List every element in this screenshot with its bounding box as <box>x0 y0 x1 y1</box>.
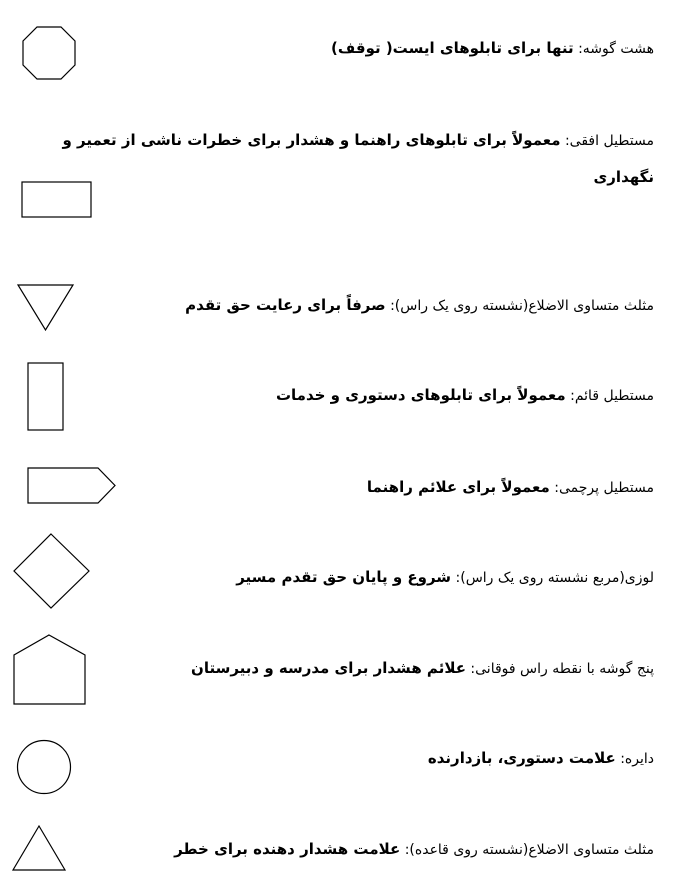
shape-name: دایره: <box>615 751 654 767</box>
octagon-icon <box>20 26 78 80</box>
shape-name: مثلث متساوی الاضلاع(نشسته روی یک راس): <box>385 298 654 314</box>
inverted-triangle-icon <box>16 283 76 333</box>
shape-usage: معمولاً برای تابلوهای راهنما و هشدار برای خطرات ناشی از تعمیر و نگهداری <box>62 131 654 186</box>
upright-triangle-icon <box>11 824 67 872</box>
sign-shape-description <box>276 383 654 408</box>
shape-name: پنج گوشه با نقطه راس فوقانی: <box>465 661 654 677</box>
vertical-rectangle-icon <box>26 361 66 433</box>
shape-name: مستطیل قائم: <box>565 388 654 404</box>
shape-usage: علامت هشدار دهنده برای خطر <box>174 840 401 858</box>
shape-usage: علامت دستوری، بازدارنده <box>427 749 616 767</box>
shape-usage: تنها برای تابلوهای ایست( توقف) <box>331 39 574 57</box>
pennant-rectangle-icon <box>26 466 118 506</box>
sign-shape-description <box>367 475 654 500</box>
shape-name: مثلث متساوی الاضلاع(نشسته روی قاعده): <box>400 842 654 858</box>
shape-name: مستطیل افقی: <box>560 133 654 149</box>
shape-usage: صرفاً برای رعایت حق تقدم <box>185 296 386 314</box>
circle-icon <box>15 738 73 796</box>
shape-name: هشت گوشه: <box>573 41 654 57</box>
shape-usage: شروع و پایان حق تقدم مسیر <box>236 568 452 586</box>
sign-shape-description <box>174 837 654 862</box>
shape-name: لوزی(مربع نشسته روی یک راس): <box>451 570 654 586</box>
sign-shape-description <box>185 293 654 318</box>
diamond-icon <box>12 532 92 610</box>
shape-usage: علائم هشدار برای مدرسه و دبیرستان <box>191 659 466 677</box>
sign-shape-description <box>44 122 654 195</box>
sign-shape-description <box>428 746 654 771</box>
sign-shape-description <box>191 656 654 681</box>
shape-name: مستطیل پرچمی: <box>549 480 654 496</box>
pentagon-icon <box>12 633 88 707</box>
shape-usage: معمولاً برای علائم راهنما <box>366 478 550 496</box>
horizontal-rectangle-icon <box>20 180 94 220</box>
sign-shape-description <box>331 36 654 61</box>
sign-shape-description <box>236 565 654 590</box>
shape-usage: معمولاً برای تابلوهای دستوری و خدمات <box>275 386 566 404</box>
